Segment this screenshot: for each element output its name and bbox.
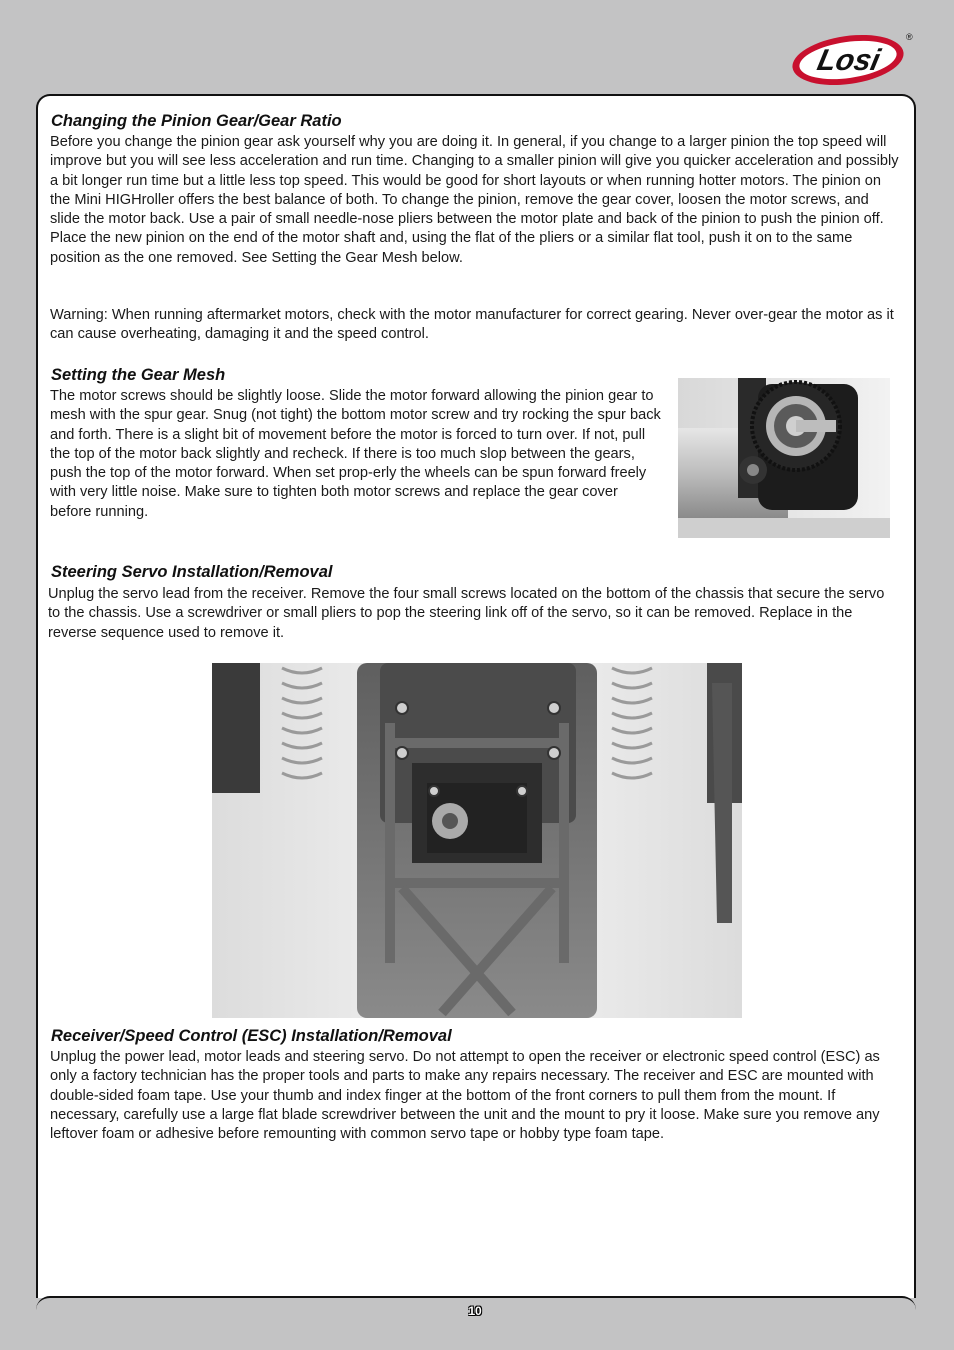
gear-mesh-heading: Setting the Gear Mesh — [51, 366, 226, 384]
losi-logo — [790, 26, 922, 92]
servo-chassis-photo — [212, 663, 742, 1018]
esc-body: Unplug the power lead, motor leads and steering servo. Do not attempt to open the receiver or electronic speed control (ESC) as only a factory technician has the proper tools and parts to make any repairs necessary. The receiver and ESC are mounted with double-sided foam tape. Use your thumb and index finger at the bottom of the front corners to pull them from the mount. If necessary, carefully use a large flat blade screwdriver between the unit and the mount to pry it loose. Make sure you remove any leftover foam or adhesive before remounting with common servo tape or hobby type foam tape. — [50, 1049, 880, 1143]
esc-heading: Receiver/Speed Control (ESC) Installation/Removal — [51, 1027, 452, 1045]
gear-mesh-body: The motor screws should be slightly loose. Slide the motor forward allowing the pinion gear to mesh with the spur gear. Snug (not tight) the bottom motor screw and try rocking the spur back and forth. There is a slight bit of movement before the motor is forced to turn over. If not, pull the top of the motor back slightly and recheck. If there is too much slop between the gears, push the top of the motor forward. When set prop-erly the wheels can be spun forward freely with very little noise. Make sure to tighten both motor screws and replace the gear cover before running. — [50, 388, 661, 520]
pinion-warning: Warning: When running aftermarket motors, check with the motor manufacturer for correct gearing. Never over-gear the motor as it can cause overheating, damaging it and the speed control. — [50, 307, 894, 343]
gear-mesh-photo — [678, 378, 890, 538]
logo-wordmark: Losi — [814, 44, 883, 77]
pinion-heading: Changing the Pinion Gear/Gear Ratio — [51, 112, 342, 130]
pinion-body: Before you change the pinion gear ask yourself why you are doing it. In general, if you change to a larger pinion the top speed will improve but you will see less acceleration and run time. Changing to a smaller pinion will give you quicker acceleration and possibly a bit longer run time but a little less top speed. This would be good for short layouts or when running hotter motors. The pinion on the Mini HIGHroller offers the best balance of both. To change the pinion, remove the gear cover, loosen the motor screws, and slide the motor back. Use a pair of small needle-nose pliers between the motor plate and back of the pinion to push the pinion off. Place the new pinion on the end of the motor shaft and, using the flat of the pliers or a similar flat tool, push it on to the same position as the one removed. See Setting the Gear Mesh below. — [50, 134, 899, 266]
page-number: 10 — [468, 1304, 482, 1318]
servo-body: Unplug the servo lead from the receiver. Remove the four small screws located on the bottom of the chassis that secure the servo to the chassis. Use a screwdriver or small pliers to pop the steering link off of the servo, so it can be removed. Replace in the reverse sequence used to remove it. — [48, 586, 885, 641]
servo-heading: Steering Servo Installation/Removal — [51, 563, 333, 581]
registered-mark: ® — [906, 32, 913, 42]
